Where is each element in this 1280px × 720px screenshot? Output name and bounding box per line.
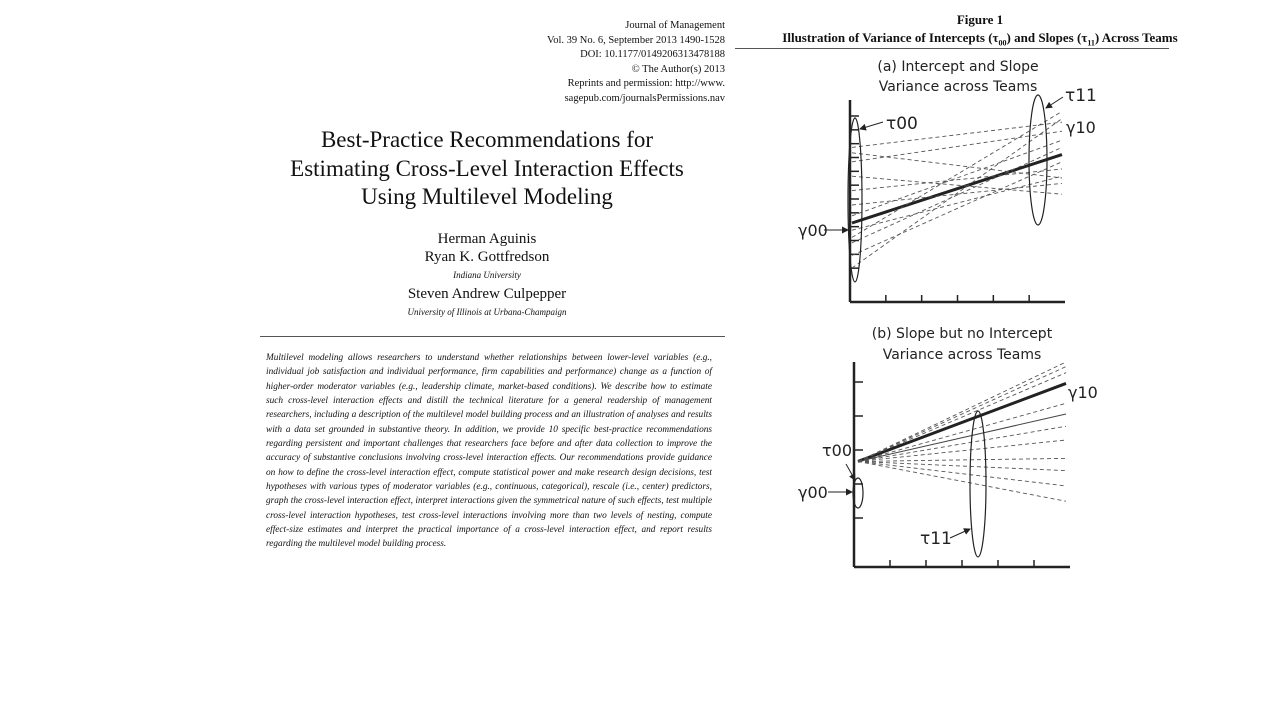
panel-a-series-7 (852, 176, 1062, 230)
panel-b-series-0 (858, 383, 1066, 461)
panel-b-series-10 (858, 461, 1066, 485)
figure-label: Figure 1 (956, 12, 1004, 27)
panel-a-series-6 (852, 140, 1062, 216)
caption-part-2: ) and Slopes (τ (1006, 30, 1088, 45)
caption-sub-2: 11 (1087, 38, 1095, 48)
journal-name: Journal of Management (625, 20, 725, 31)
panel-b-title-line2: Variance across Teams (882, 347, 1042, 363)
panel-a-tau11-arrow (1046, 97, 1063, 108)
panel-b-series-6 (858, 426, 1066, 461)
journal-copyright: © The Author(s) 2013 (631, 63, 725, 75)
panel-a-gamma10-label: γ10 (1066, 118, 1096, 137)
panel-b-gamma10-label: γ10 (1068, 383, 1098, 402)
caption-part-3: ) Across Teams (1094, 30, 1178, 45)
panel-b-tau11-arrow (950, 529, 970, 538)
journal-info (547, 19, 725, 106)
panel-a-y-ticks (850, 116, 859, 268)
author-3: Steven Andrew Culpepper (407, 286, 567, 302)
divider-right (735, 48, 1169, 49)
divider-left (260, 336, 725, 337)
panel-a-series-2 (852, 131, 1062, 162)
affiliation-2: University of Illinois at Urbana-Champaign (407, 307, 567, 317)
panel-b-y-ticks (854, 382, 863, 518)
caption-part-1: Illustration of Variance of Intercepts (τ (782, 30, 999, 45)
abstract: Multilevel modeling allows researchers to understand whether relationships between lower-level variables (e.g., individual job satisfaction and individual performance, firm capabilities and performance) change as a function of higher-order moderator variables (e.g., leadership climate, market-based conditions). We describe how to estimate such cross-level interaction effects and distill the technical literature for a general readership of management researchers, including a description of the multilevel model building process and an illustration of analyses and results with a data set grounded in substantive theory. In addition, we provide 10 specific best-practice recommendations regarding persistent and important challenges that researchers face before and after data collection to improve the accuracy of substantive conclusions involving cross-level interaction effects. Our recommendations provide guidance on how to define the cross-level interaction effect, compute statistical power and make research design decisions, test hypotheses with various types of moderator variables (e.g., continuous, categorical), rescale (i.e., center) predictors, graph the cross-level interaction effect, interpret interactions given the symmetrical nature of such effects, test multiple cross-level interaction hypotheses, test cross-level interactions involving more than two levels of nesting, compute effect-size estimates and interpret the practical importance of a cross-level interaction effect, and report results regarding the multilevel model building process. (266, 353, 712, 550)
panel-a-series-9 (852, 162, 1062, 256)
author-block (262, 230, 712, 322)
panel-b-series-3 (858, 373, 1066, 462)
panel-b-series-2 (858, 367, 1066, 462)
panel-a-gamma00-label: γ00 (798, 221, 828, 240)
panel-b-series-11 (858, 461, 1066, 501)
panel-b-gamma00-label: γ00 (798, 483, 828, 502)
panel-a-title-line1: (a) Intercept and Slope (877, 59, 1039, 75)
title-line-1: Best-Practice Recommendations for (320, 127, 654, 152)
panel-b-title-line1: (b) Slope but no Intercept (871, 326, 1053, 342)
panel-a-title-line2: Variance across Teams (878, 79, 1038, 95)
panel-a-tau11-label: τ11 (1065, 86, 1097, 106)
author-2: Ryan K. Gottfredson (424, 249, 550, 265)
caption-sub-1: 00 (998, 38, 1007, 48)
figure-1-svg (790, 52, 1130, 577)
panel-b-lines (858, 362, 1066, 501)
title-line-3: Using Multilevel Modeling (361, 184, 613, 209)
panel-b-series-9 (858, 461, 1066, 470)
panel-b-plot (853, 362, 1070, 567)
article-title (262, 126, 712, 212)
journal-doi: DOI: 10.1177/0149206313478188 (580, 49, 725, 60)
panel-b-tau00-label: τ00 (822, 441, 852, 460)
panel-a-plot (848, 95, 1065, 302)
journal-volume: Vol. 39 No. 6, September 2013 1490-1528 (546, 34, 725, 46)
journal-reprints-line1: Reprints and permission: http://www. (567, 78, 725, 89)
title-line-2: Estimating Cross-Level Interaction Effects (290, 155, 684, 181)
author-1: Herman Aguinis (437, 231, 537, 247)
panel-b-tau11-label: τ11 (920, 529, 952, 549)
journal-reprints-line2: sagepub.com/journalsPermissions.nav (564, 92, 725, 104)
panel-a-tau00-label: τ00 (886, 114, 918, 134)
affiliation-1: Indiana University (453, 270, 521, 280)
panel-a-tau00-arrow (860, 122, 883, 129)
panel-b-series-8 (858, 458, 1066, 461)
